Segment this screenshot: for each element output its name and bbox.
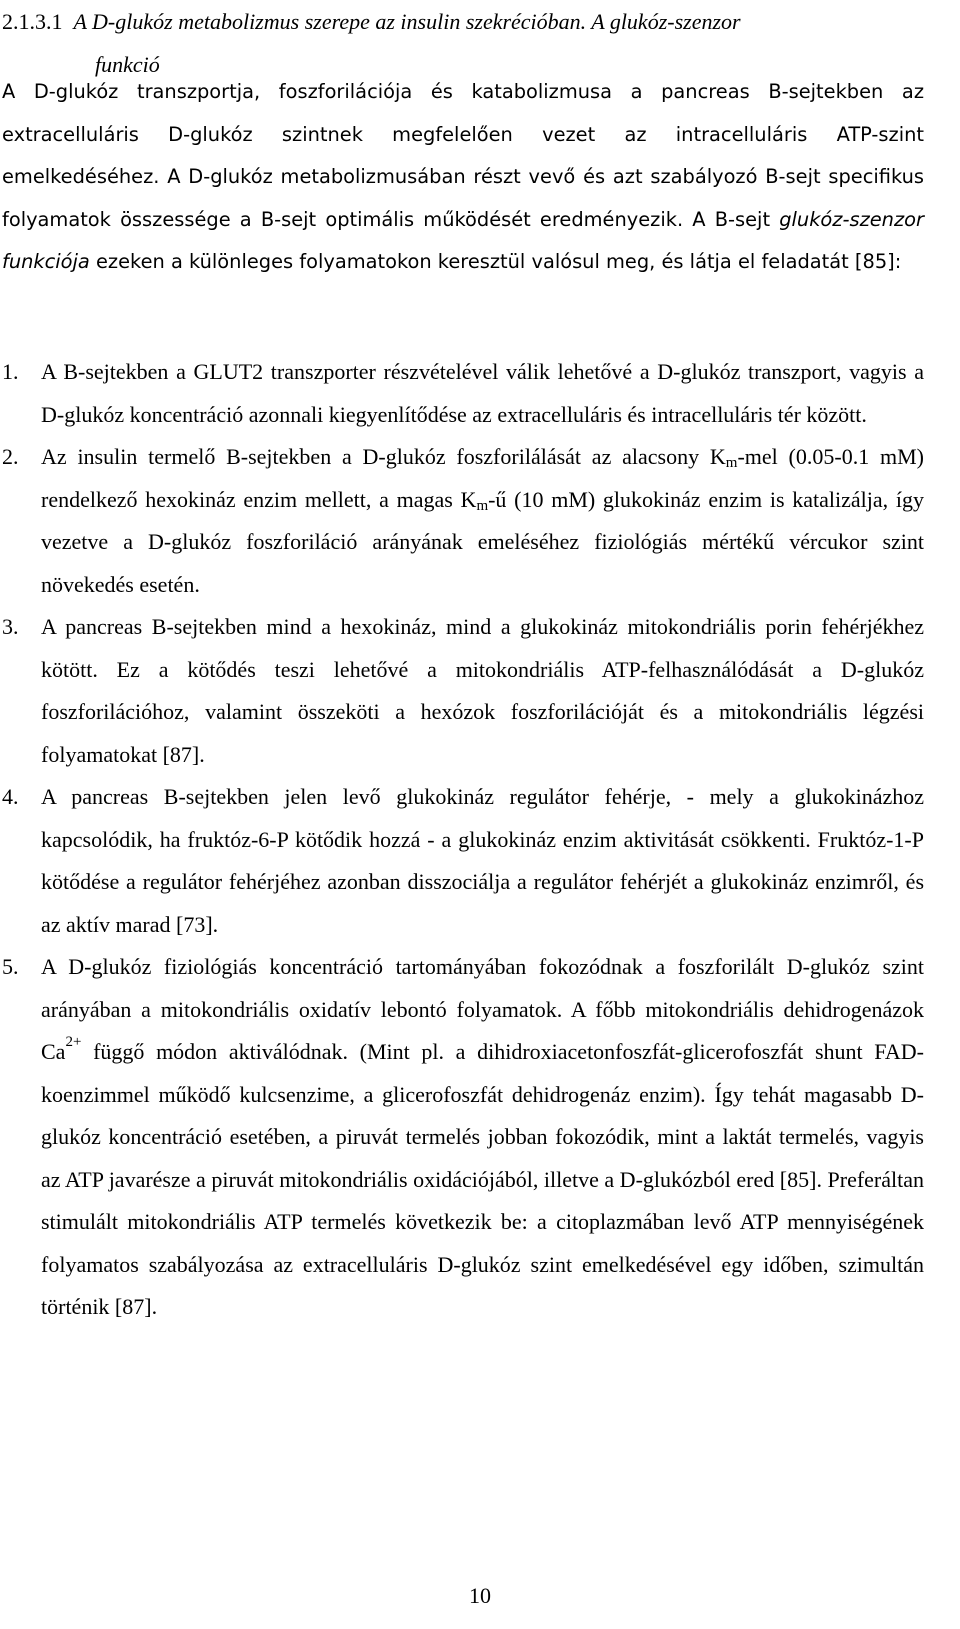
list-item-text: -mel (0.05-0.1 mM) rendelkező hexokináz enzim mellett, a magas K: [41, 444, 924, 512]
section-number: 2.1.3.1: [2, 9, 63, 34]
list-item: [2, 436, 924, 606]
list-marker: 1.: [2, 359, 19, 384]
list-item-text: A pancreas B-sejtekben jelen levő glukokináz regulátor fehérje, - mely a glukokinázhoz kapcsolódik, ha fruktóz-6-P kötődik hozzá - a glukokináz enzim aktivitását csökkenti. Fruktóz-1-P kötődése a regulátor fehérjéhez azonban disszociálja a regulátor fehérjét a glukokináz enzimről, és az aktív marad [73].: [41, 784, 924, 937]
list-item: [2, 606, 924, 776]
list-item-text: A B-sejtekben a GLUT2 transzporter részvételével válik lehetővé a D-glukóz transzport, vagyis a D-glukóz koncentráció azonnali kiegyenlítődése az extracelluláris és intracelluláris tér között.: [41, 359, 924, 427]
list-item-text: A D-glukóz fiziológiás koncentráció tartományában fokozódnak a foszforilált D-glukóz szint arányában a mitokondriális oxidatív lebontó folyamatok. A főbb mitokondriális dehidrogenázok Ca: [41, 954, 924, 1064]
intro-emphasis: glukóz-szenzor funkciója: [2, 207, 924, 273]
list-item-text: A pancreas B-sejtekben mind a hexokináz, mind a glukokináz mitokondriális porin fehérjékhez kötött. Ez a kötődés teszi lehetővé a mitokondriális ATP-felhasználódását a D-glukóz foszforilációhoz, valamint összeköti a hexózok foszforilációját és a mitokondriális légzési folyamatokat [87].: [41, 614, 924, 767]
list-item-text: Az insulin termelő B-sejtekben a D-glukóz foszforilálását az alacsony K: [41, 444, 726, 469]
intro-text-2: ezeken a különleges folyamatokon keresztül valósul meg, és látja el feladatát [85]:: [89, 250, 902, 273]
list-item-text: függő módon aktiválódnak. (Mint pl. a dihidroxiacetonfoszfát-glicerofoszfát shunt FAD-koenzimmel működő kulcsenzime, a glicerofoszfát dehidrogenáz enzim). Így tehát magasabb D-glukóz koncentráció esetében, a piruvát termelés jobban fokozódik, mint a laktát termelés, vagyis az ATP javarésze a piruvát mitokondriális oxidációjából, illetve a D-glukózból ered [85]. Preferáltan stimulált mitokondriális ATP termelés következik be: a citoplazmában levő ATP mennyiségének folyamatos szabályozása az extracelluláris D-glukóz szint emelkedésével egy időben, szimultán történik [87].: [41, 1039, 924, 1319]
list-marker: 5.: [2, 954, 19, 979]
page-number: 10: [469, 1583, 491, 1608]
section-title-line-1: A D-glukóz metabolizmus szerepe az insulin szekrécióban. A glukóz-szenzor: [73, 9, 741, 34]
section-title-line-2: funkció: [95, 52, 160, 77]
list-item-text: -ű (10 mM) glukokináz enzim is katalizálja, így vezetve a D-glukóz foszforiláció arányának emeléséhez fiziológiás mértékű vércukor szint növekedés esetén.: [41, 486, 924, 597]
subscript: m: [725, 455, 738, 471]
subscript: m: [476, 497, 489, 514]
list-marker: 2.: [2, 444, 19, 469]
superscript: 2+: [65, 1034, 82, 1050]
list-item: [2, 776, 924, 946]
list-item: [2, 946, 924, 1329]
intro-text-1: A D-glukóz transzportja, foszforilációja és katabolizmusa a pancreas B-sejtekben az extracelluláris D-glukóz szintnek megfelelően vezet az intracelluláris ATP-szint emelkedéséhez. A D-glukóz metabolizmusában részt vevő és azt szabályozó B-sejt specifikus folyamatok összessége a B-sejt optimális működését eredményezik. A B-sejt: [2, 80, 924, 231]
numbered-list: [2, 351, 924, 1329]
list-marker: 4.: [2, 784, 19, 809]
list-marker: 3.: [2, 614, 19, 639]
list-item: [2, 351, 924, 436]
intro-paragraph: [2, 71, 924, 284]
